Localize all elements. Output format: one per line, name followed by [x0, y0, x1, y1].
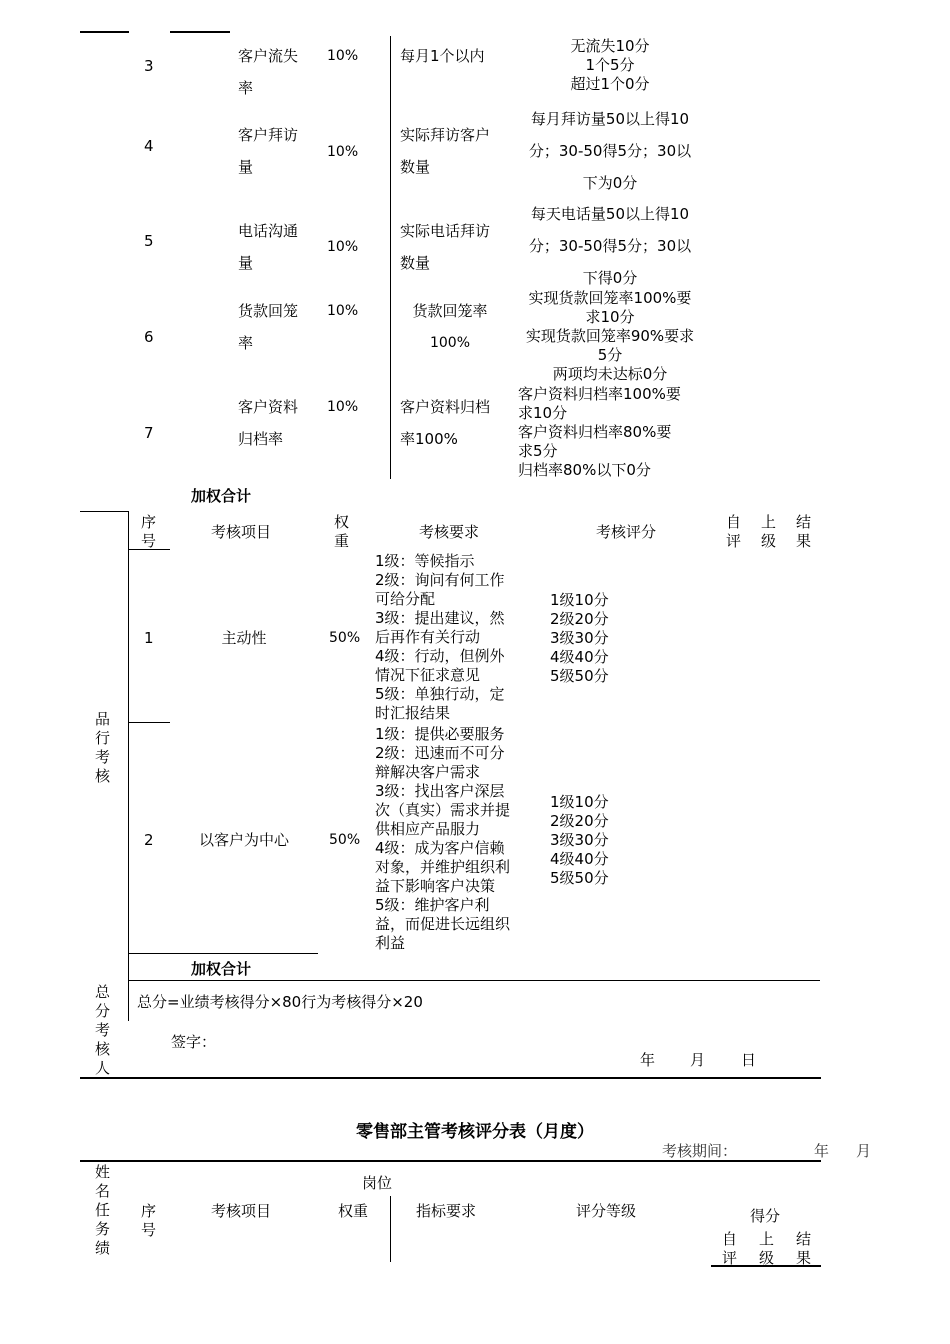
header-superior: 级: [761, 532, 777, 550]
row-item-label: 归档率: [238, 430, 284, 448]
row-requirement: 3级：提出建议，然: [375, 609, 505, 627]
form2-header-item: 考核项目: [211, 1202, 272, 1220]
form2-top-rule: [80, 1160, 821, 1162]
form2-header-self: 评: [722, 1249, 738, 1267]
row-item-label: 量: [238, 158, 254, 176]
row-divider: [128, 722, 170, 723]
row-requirement: 每月1个以内: [400, 47, 485, 65]
row-item-label: 率: [238, 334, 254, 352]
row-score-rule: 无流失10分: [570, 37, 650, 55]
row-requirement: 3级：找出客户深层: [375, 782, 505, 800]
form2-score-rule: [711, 1265, 821, 1267]
row-weight: 10%: [327, 303, 359, 319]
header-weight: 重: [334, 532, 350, 550]
row-requirement: 益，而促进长远组织: [375, 915, 511, 933]
row-score-rule: 5级50分: [550, 667, 609, 685]
weighted-total-label: 加权合计: [191, 960, 252, 978]
row-score-rule: 4级40分: [550, 648, 609, 666]
total-top-rule: [128, 980, 820, 981]
row-item-label: 主动性: [221, 629, 267, 647]
row-score-rule: 分；30-50得5分；30以: [528, 142, 692, 160]
form2-title: 零售部主管考核评分表（月度）: [356, 1122, 594, 1142]
row-number: 5: [144, 232, 154, 250]
row-score-rule: 客户资料归档率80%要: [518, 423, 672, 441]
row-score-rule: 1个5分: [585, 56, 635, 74]
header-self: 自: [726, 513, 742, 531]
row-requirement: 情况下征求意见: [375, 666, 481, 684]
form2-header-self: 自: [722, 1230, 738, 1248]
row-score-rule: 实现货款回笼率90%要求: [525, 327, 695, 345]
top-rule-left: [80, 31, 129, 33]
form2-header-superior: 上: [759, 1230, 775, 1248]
weighted-total-label: 加权合计: [191, 487, 252, 505]
date-day: 日: [741, 1051, 757, 1069]
row-requirement: 对象，并维护组织利: [375, 858, 511, 876]
header-result: 果: [796, 532, 812, 550]
row-item-label: 客户拜访: [238, 126, 299, 144]
row-weight: 10%: [327, 144, 359, 160]
row-requirement: 2级：迅速而不可分: [375, 744, 505, 762]
row-item-label: 客户资料: [238, 398, 299, 416]
row-score-rule: 归档率80%以下0分: [518, 461, 651, 479]
form2-header-requirement: 指标要求: [416, 1202, 477, 1220]
row-requirement: 实际电话拜访: [400, 222, 491, 240]
total-formula: 总分=业绩考核得分×80行为考核得分×20: [137, 993, 423, 1011]
row-score-rule: 1级10分: [550, 793, 609, 811]
row-number: 2: [144, 831, 154, 849]
behavior-top-rule: [80, 511, 128, 512]
row-requirement: 1级：提供必要服务: [375, 725, 505, 743]
form2-header-superior: 级: [759, 1249, 775, 1267]
row-score-rule: 3级30分: [550, 629, 609, 647]
form2-header-seq: 序: [141, 1202, 157, 1220]
row-requirement: 1级：等候指示: [375, 552, 475, 570]
row-requirement: 次（真实）需求并提: [375, 801, 511, 819]
row-item-label: 货款回笼: [238, 302, 299, 320]
form2-period-label: 考核期间：: [662, 1142, 738, 1160]
row-weight: 50%: [329, 832, 361, 848]
row-requirement: 可给分配: [375, 590, 436, 608]
row-requirement: 后再作有关行动: [375, 628, 481, 646]
row-number: 3: [144, 57, 154, 75]
row-score-rule: 客户资料归档率100%要: [518, 385, 681, 403]
row-score-rule: 下得0分: [582, 269, 638, 287]
form2-header-grade: 评分等级: [576, 1202, 637, 1220]
row-requirement: 2级：询问有何工作: [375, 571, 505, 589]
row-divider: [128, 953, 318, 954]
perf-column-divider: [390, 36, 391, 479]
row-score-rule: 求5分: [518, 442, 558, 460]
form2-left-label: 姓名任务绩: [95, 1163, 111, 1257]
date-month: 月: [690, 1051, 706, 1069]
row-weight: 50%: [329, 630, 361, 646]
row-requirement: 客户资料归档: [400, 398, 491, 416]
row-item-label: 电话沟通: [238, 222, 299, 240]
form2-period-month: 月: [856, 1142, 872, 1160]
form2-header-result: 果: [796, 1249, 812, 1267]
row-requirement: 率100%: [400, 430, 458, 448]
form2-header-result: 结: [796, 1230, 812, 1248]
row-number: 1: [144, 629, 154, 647]
date-year: 年: [640, 1051, 656, 1069]
row-requirement: 100%: [429, 335, 471, 351]
row-score-rule: 下为0分: [582, 174, 638, 192]
header-self: 评: [726, 532, 742, 550]
row-number: 4: [144, 137, 154, 155]
row-number: 7: [144, 424, 154, 442]
row-requirement: 5级：单独行动，定: [375, 685, 505, 703]
row-requirement: 货款回笼率: [412, 302, 488, 320]
row-score-rule: 5级50分: [550, 869, 609, 887]
row-score-rule: 超过1个0分: [570, 75, 650, 93]
row-requirement: 数量: [400, 254, 431, 272]
row-weight: 10%: [327, 239, 359, 255]
row-requirement: 时汇报结果: [375, 704, 451, 722]
row-score-rule: 4级40分: [550, 850, 609, 868]
row-score-rule: 每天电话量50以上得10: [530, 205, 690, 223]
header-seq: 号: [141, 532, 157, 550]
row-requirement: 供相应产品服力: [375, 820, 481, 838]
row-score-rule: 2级20分: [550, 610, 609, 628]
row-requirement: 数量: [400, 158, 431, 176]
header-seq: 序: [141, 513, 157, 531]
row-requirement: 利益: [375, 934, 406, 952]
form2-header-seq: 号: [141, 1221, 157, 1239]
header-score: 考核评分: [596, 523, 657, 541]
row-score-rule: 2级20分: [550, 812, 609, 830]
header-seq-rule: [128, 549, 170, 550]
row-item-label: 以客户为中心: [198, 831, 289, 849]
form2-header-weight: 权重: [338, 1202, 369, 1220]
form2-position-label: 岗位: [362, 1174, 393, 1192]
row-score-rule: 5分: [597, 346, 623, 364]
row-requirement: 实际拜访客户: [400, 126, 491, 144]
header-requirement: 考核要求: [419, 523, 480, 541]
row-requirement: 4级：行动，但例外: [375, 647, 505, 665]
top-rule-right: [170, 31, 230, 33]
section-bottom-rule: [80, 1077, 821, 1079]
row-item-label: 量: [238, 254, 254, 272]
row-score-rule: 实现货款回笼率100%要: [528, 289, 692, 307]
row-score-rule: 求10分: [585, 308, 635, 326]
row-number: 6: [144, 328, 154, 346]
row-requirement: 益下影响客户决策: [375, 877, 496, 895]
signature-label: 签字：: [171, 1033, 217, 1051]
form2-header-score: 得分: [750, 1207, 781, 1225]
row-requirement: 4级：成为客户信赖: [375, 839, 505, 857]
row-item-label: 率: [238, 79, 254, 97]
behavior-left-border: [128, 511, 129, 1021]
total-section-label: 总分考核人: [95, 983, 111, 1077]
form2-period-year: 年: [814, 1142, 830, 1160]
row-score-rule: 每月拜访量50以上得10: [530, 110, 690, 128]
header-result: 结: [796, 513, 812, 531]
row-item-label: 客户流失: [238, 47, 299, 65]
row-score-rule: 分；30-50得5分；30以: [528, 237, 692, 255]
row-weight: 10%: [327, 48, 359, 64]
row-score-rule: 求10分: [518, 404, 568, 422]
row-requirement: 辩解决客户需求: [375, 763, 481, 781]
behavior-section-label: 品行考核: [95, 710, 111, 785]
row-requirement: 5级：维护客户利: [375, 896, 490, 914]
form2-column-divider: [390, 1196, 391, 1262]
row-score-rule: 1级10分: [550, 591, 609, 609]
header-item: 考核项目: [211, 523, 272, 541]
row-score-rule: 两项均未达标0分: [552, 365, 668, 383]
header-weight: 权: [334, 513, 350, 531]
header-superior: 上: [761, 513, 777, 531]
row-score-rule: 3级30分: [550, 831, 609, 849]
row-weight: 10%: [327, 399, 359, 415]
